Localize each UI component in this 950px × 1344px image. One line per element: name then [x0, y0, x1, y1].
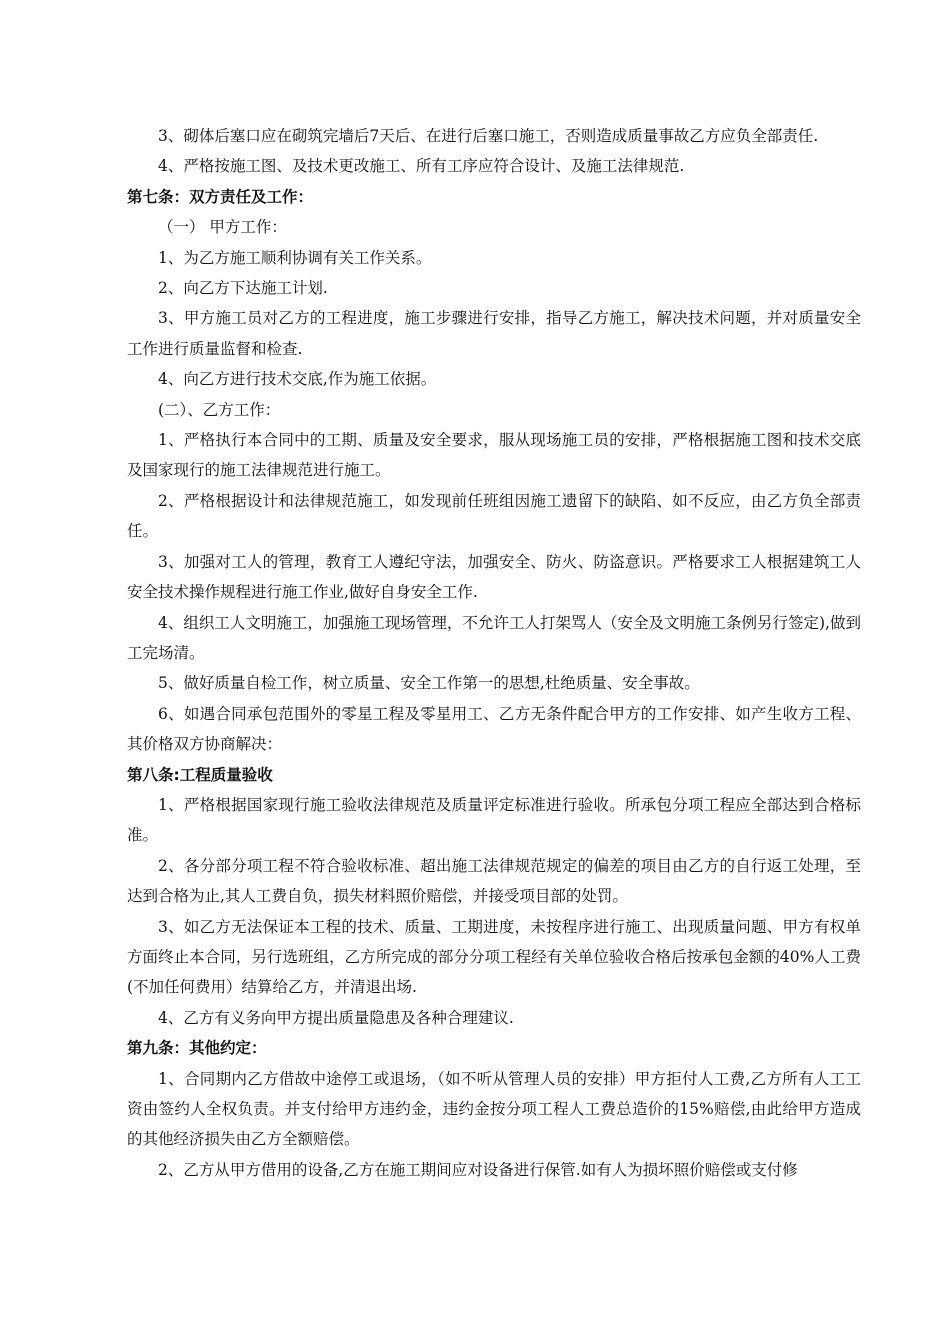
- paragraph: 1、严格执行本合同中的工期、质量及安全要求，服从现场施工员的安排，严格根据施工图和技术交底及国家现行的施工法律规范进行施工。: [127, 431, 861, 480]
- paragraph: 4、向乙方进行技术交底,作为施工依据。: [158, 370, 437, 389]
- paragraph: 2、乙方从甲方借用的设备,乙方在施工期间应对设备进行保管.如有人为损坏照价赔偿或支付修: [158, 1160, 798, 1179]
- section-heading: 第八条:工程质量验收: [127, 765, 273, 784]
- section-heading: 第九条：其他约定：: [127, 1039, 267, 1058]
- subsection-title: （一） 甲方工作：: [158, 218, 287, 237]
- paragraph: 6、如遇合同承包范围外的零星工程及零星用工、乙方无条件配合甲方的工作安排、如产生收方工程、其价格双方协商解决：: [127, 704, 861, 754]
- paragraph: 1、为乙方施工顺利协调有关工作关系。: [158, 248, 432, 267]
- paragraph: 5、做好质量自检工作，树立质量、安全工作第一的思想,杜绝质量、安全事故。: [158, 674, 700, 693]
- paragraph: 3、砌体后塞口应在砌筑完墙后7天后、在进行后塞口施工，否则造成质量事故乙方应负全部责任.: [158, 127, 819, 145]
- paragraph: 4、严格按施工图、及技术更改施工、所有工序应符合设计、及施工法律规范.: [158, 157, 685, 176]
- paragraph: 2、严格根据设计和法律规范施工，如发现前任班组因施工遗留下的缺陷、如不反应，由乙方负全部责任。: [127, 491, 861, 541]
- paragraph: 1、严格根据国家现行施工验收法律规范及质量评定标准进行验收。所承包分项工程应全部达到合格标准。: [127, 795, 861, 845]
- paragraph: 2、向乙方下达施工计划.: [158, 279, 328, 298]
- document-body: [127, 121, 861, 1185]
- paragraph: 3、甲方施工员对乙方的工程进度，施工步骤进行安排，指导乙方施工，解决技术问题，并对质量安全工作进行质量监督和检查.: [127, 309, 861, 358]
- paragraph: 4、乙方有义务向甲方提出质量隐患及各种合理建议.: [158, 1008, 514, 1027]
- section-heading: 第七条：双方责任及工作：: [127, 187, 314, 206]
- subsection-title: (二）、乙方工作：: [158, 400, 281, 419]
- paragraph: 3、如乙方无法保证本工程的技术、质量、工期进度，未按程序进行施工、出现质量问题、甲方有权单方面终止本合同，另行选班组，乙方所完成的部分分项工程经有关单位验收合格后按承包金额的40%人工费(不加任何费用）结算给乙方，并清退出场.: [127, 917, 861, 997]
- paragraph: 2、各分部分项工程不符合验收标准、超出施工法律规范规定的偏差的项目由乙方的自行返工处理，至达到合格为止,其人工费自负，损失材料照价赔偿，并接受项目部的处罚。: [127, 856, 861, 906]
- paragraph: 1、合同期内乙方借故中途停工或退场，（如不听从管理人员的安排）甲方拒付人工费,乙方所有人工工资由签约人全权负责。并支付给甲方违约金，违约金按分项工程人工费总造价的15%赔偿,由此给甲方造成的其他经济损失由乙方全额赔偿。: [127, 1069, 861, 1149]
- paragraph: 4、组织工人文明施工，加强施工现场管理，不允许工人打架骂人（安全及文明施工条例另行签定),做到工完场清。: [127, 613, 861, 662]
- paragraph: 3、加强对工人的管理，教育工人遵纪守法，加强安全、防火、防盗意识。严格要求工人根据建筑工人安全技术操作规程进行施工作业,做好自身安全工作.: [127, 552, 861, 602]
